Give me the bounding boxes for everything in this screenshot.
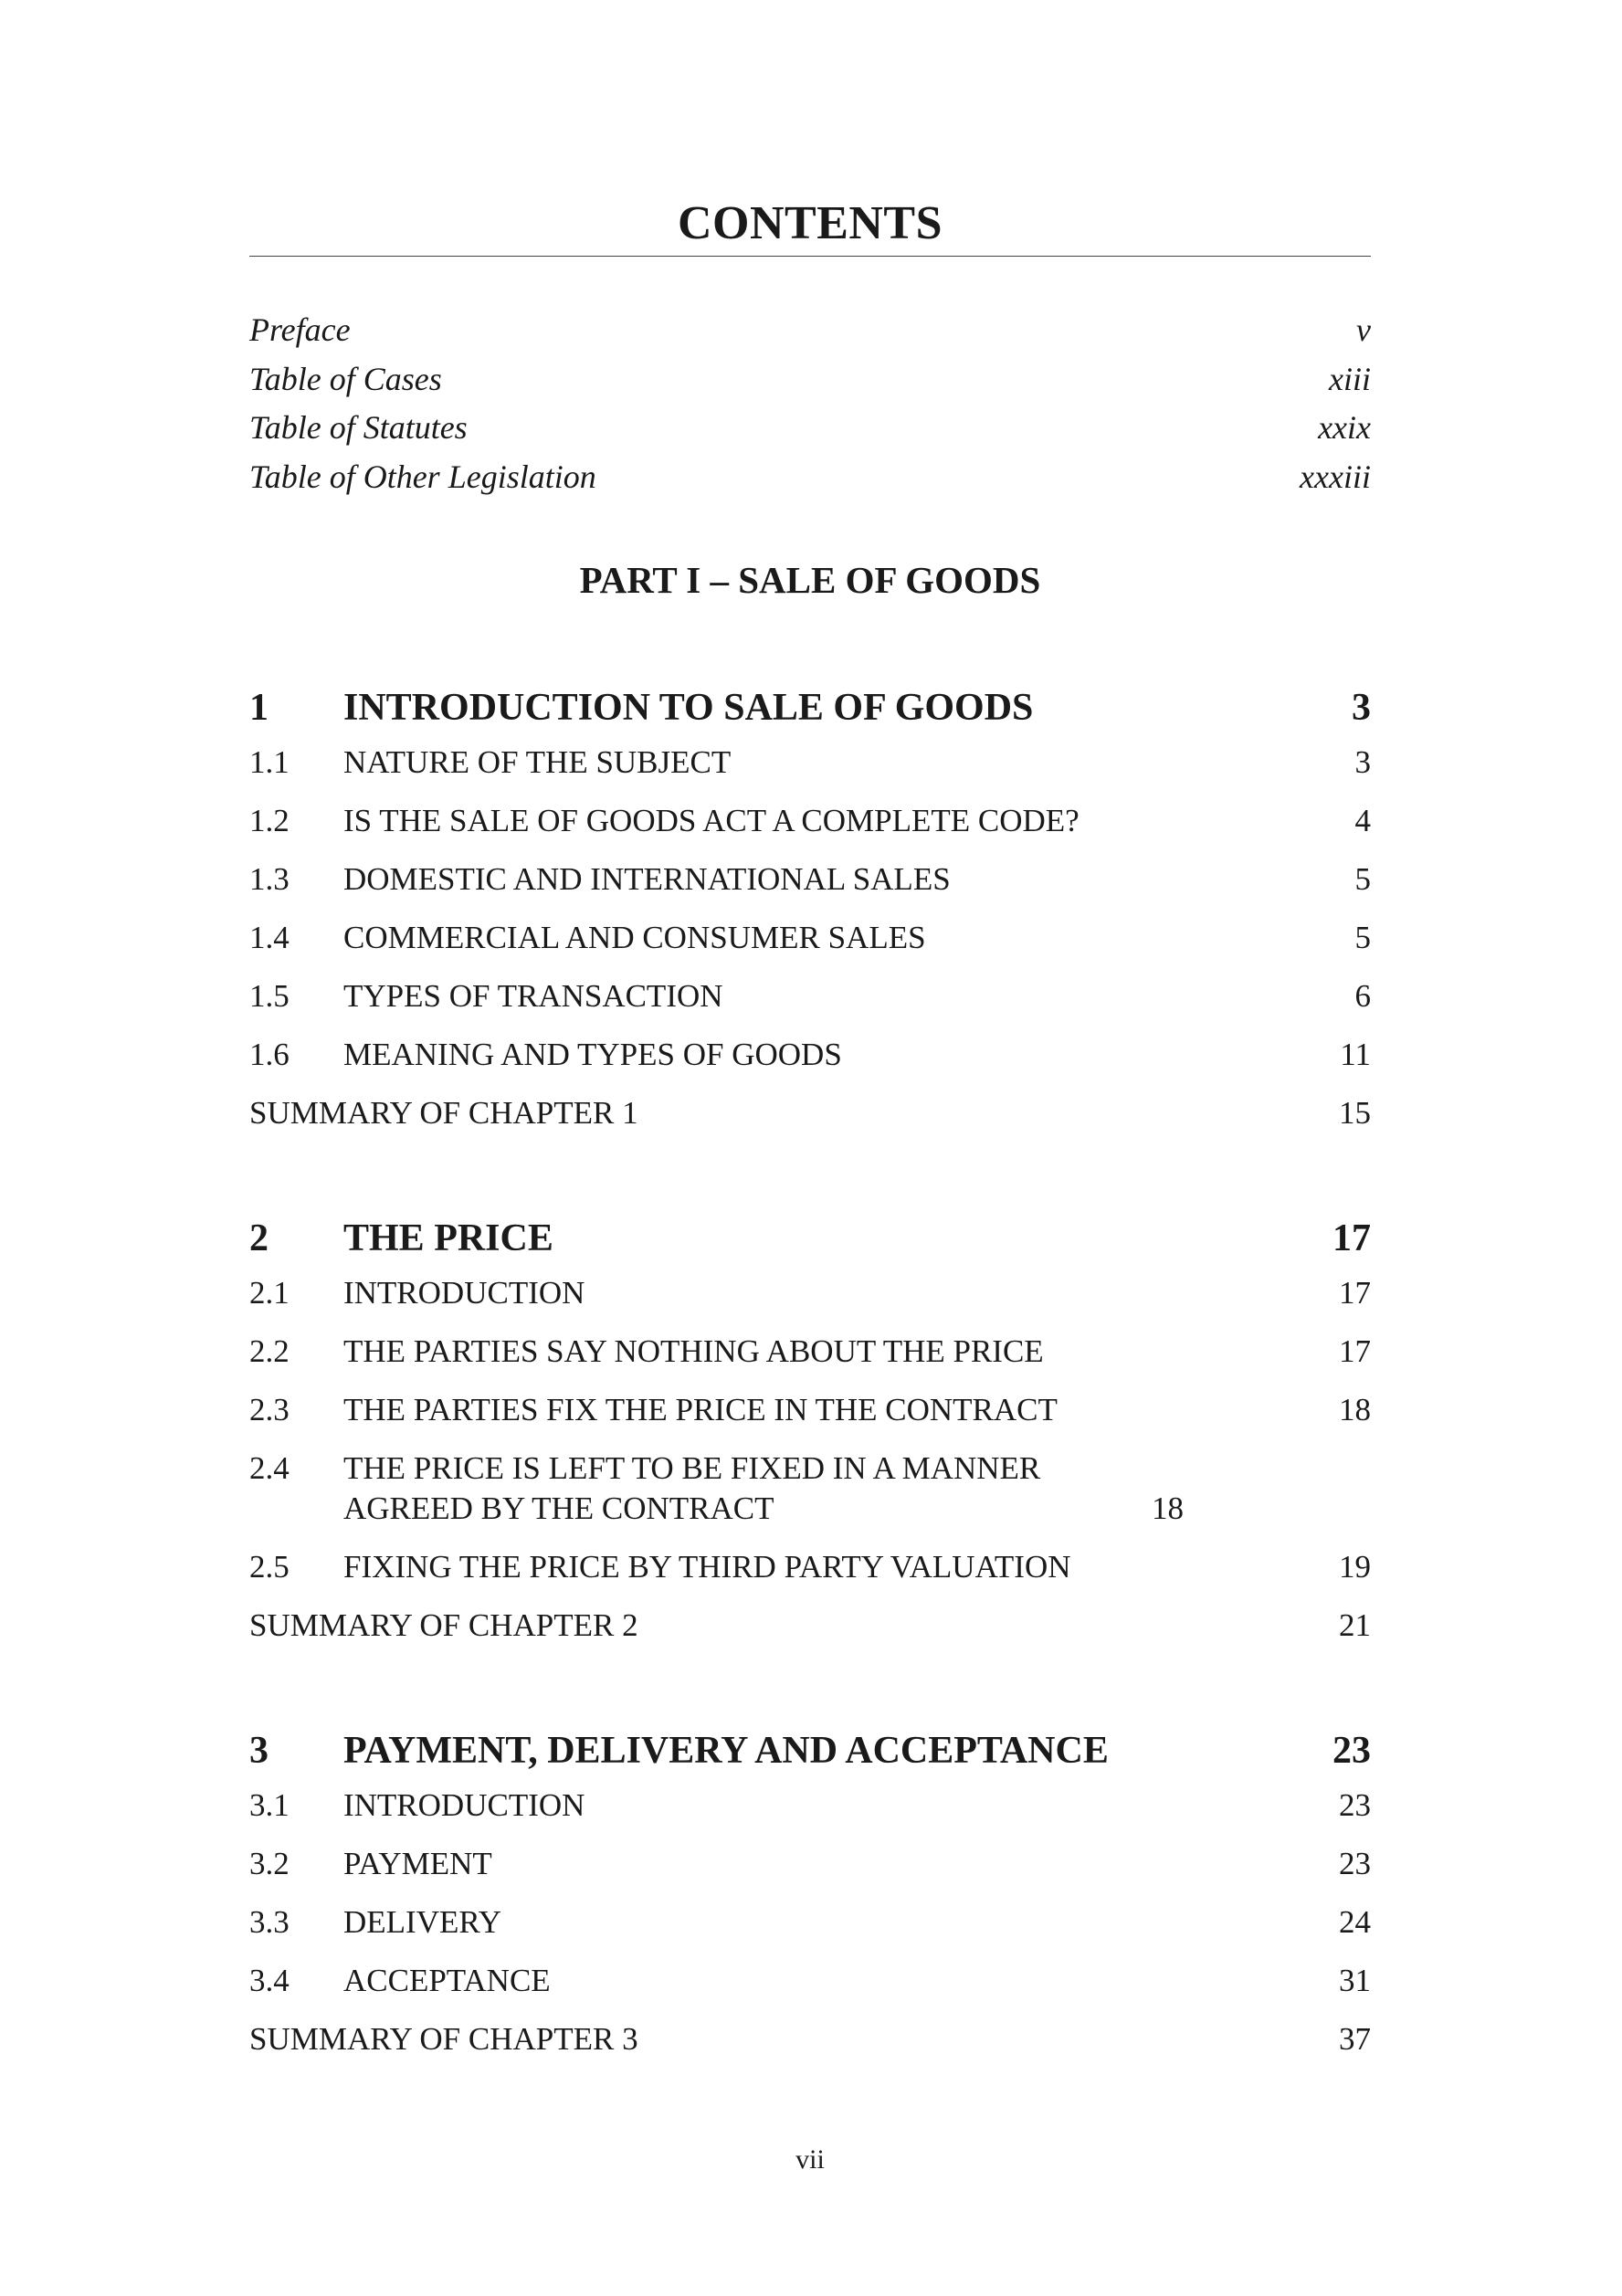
front-matter-item[interactable]	[249, 306, 1371, 355]
section-row[interactable]	[249, 743, 1371, 783]
summary-page: 15	[1339, 1095, 1371, 1131]
front-matter-page: xxix	[1318, 409, 1371, 446]
section-page: 24	[1339, 1904, 1371, 1940]
part-heading: PART I – SALE OF GOODS	[579, 559, 1041, 601]
chapter-page: 17	[1332, 1217, 1371, 1259]
summary-page: 21	[1339, 1607, 1371, 1643]
chapter-2	[249, 1204, 1371, 1664]
chapter-title: INTRODUCTION TO SALE OF GOODS	[343, 687, 1034, 729]
contents-page	[249, 0, 1371, 2296]
section-page: 4	[1354, 803, 1371, 838]
front-matter-item[interactable]	[249, 355, 1371, 405]
section-title: THE PARTIES SAY NOTHING ABOUT THE PRICE	[343, 1333, 1044, 1369]
chapter-number: 2	[249, 1217, 269, 1259]
chapter-heading[interactable]	[249, 1204, 1371, 1273]
section-number: 3.2	[249, 1846, 290, 1881]
chapter-3	[249, 1716, 1371, 2078]
section-number: 1.1	[249, 744, 290, 780]
summary-row[interactable]	[249, 2019, 1371, 2059]
section-row[interactable]	[249, 801, 1371, 841]
section-number: 3.1	[249, 1787, 290, 1823]
section-title: FIXING THE PRICE BY THIRD PARTY VALUATION	[343, 1549, 1071, 1585]
section-title: DELIVERY	[343, 1904, 502, 1940]
section-page: 23	[1339, 1787, 1371, 1823]
chapter-title: PAYMENT, DELIVERY AND ACCEPTANCE	[343, 1730, 1109, 1772]
section-title: TYPES OF TRANSACTION	[343, 978, 723, 1014]
section-title: IS THE SALE OF GOODS ACT A COMPLETE CODE?	[343, 803, 1080, 838]
section-number: 2.5	[249, 1549, 290, 1585]
section-title: PAYMENT	[343, 1846, 492, 1881]
summary-title: SUMMARY OF CHAPTER 1	[249, 1095, 638, 1131]
section-page: 5	[1354, 920, 1371, 955]
summary-title: SUMMARY OF CHAPTER 3	[249, 2021, 638, 2057]
chapter-heading[interactable]	[249, 1716, 1371, 1785]
section-row[interactable]	[249, 1961, 1371, 2001]
chapter-page: 23	[1332, 1730, 1371, 1772]
section-row[interactable]	[249, 1902, 1371, 1943]
section-title: THE PRICE IS LEFT TO BE FIXED IN A MANNER AGREED BY THE CONTRACT	[343, 1450, 1041, 1526]
section-number: 1.3	[249, 861, 290, 897]
summary-page: 37	[1339, 2021, 1371, 2057]
page-number: vii	[795, 2144, 825, 2175]
section-page: 23	[1339, 1846, 1371, 1881]
chapter-number: 1	[249, 687, 269, 729]
section-page: 5	[1354, 861, 1371, 897]
section-title: DOMESTIC AND INTERNATIONAL SALES	[343, 861, 951, 897]
section-title: INTRODUCTION	[343, 1275, 585, 1311]
section-number: 2.1	[249, 1275, 290, 1311]
section-page: 6	[1354, 978, 1371, 1014]
section-row[interactable]	[249, 1448, 1371, 1529]
section-page: 19	[1339, 1549, 1371, 1585]
front-matter-item[interactable]	[249, 453, 1371, 502]
front-matter-item[interactable]	[249, 404, 1371, 453]
chapter-heading[interactable]	[249, 673, 1371, 743]
section-number: 3.3	[249, 1904, 290, 1940]
section-page: 11	[1340, 1037, 1371, 1072]
title-rule	[249, 256, 1371, 257]
section-title: INTRODUCTION	[343, 1787, 585, 1823]
section-page: 18	[1152, 1490, 1184, 1526]
section-row[interactable]	[249, 859, 1371, 900]
chapter-page: 3	[1352, 687, 1371, 729]
chapter-title: THE PRICE	[343, 1217, 553, 1259]
section-row[interactable]	[249, 1785, 1371, 1826]
section-page: 17	[1339, 1275, 1371, 1311]
front-matter-label: Table of Statutes	[249, 409, 468, 446]
front-matter-page: v	[1356, 311, 1371, 348]
section-number: 2.2	[249, 1333, 290, 1369]
section-row[interactable]	[249, 1547, 1371, 1587]
section-row[interactable]	[249, 1273, 1371, 1313]
section-title: ACCEPTANCE	[343, 1963, 551, 1998]
section-number: 1.2	[249, 803, 290, 838]
section-title: COMMERCIAL AND CONSUMER SALES	[343, 920, 926, 955]
section-page: 31	[1339, 1963, 1371, 1998]
section-row[interactable]	[249, 1844, 1371, 1884]
section-row[interactable]	[249, 1332, 1371, 1372]
section-number: 1.5	[249, 978, 290, 1014]
section-number: 1.4	[249, 920, 290, 955]
section-row[interactable]	[249, 1390, 1371, 1430]
summary-row[interactable]	[249, 1093, 1371, 1133]
summary-title: SUMMARY OF CHAPTER 2	[249, 1607, 638, 1643]
front-matter-page: xiii	[1329, 360, 1371, 397]
section-page: 3	[1354, 744, 1371, 780]
section-title: NATURE OF THE SUBJECT	[343, 744, 732, 780]
section-number: 2.4	[249, 1450, 290, 1486]
front-matter-page: xxxiii	[1300, 458, 1371, 495]
section-row[interactable]	[249, 1035, 1371, 1075]
front-matter-list	[249, 306, 1371, 501]
section-title: MEANING AND TYPES OF GOODS	[343, 1037, 842, 1072]
section-page: 18	[1339, 1392, 1371, 1427]
section-number: 1.6	[249, 1037, 290, 1072]
front-matter-label: Preface	[249, 311, 351, 348]
section-row[interactable]	[249, 918, 1371, 958]
chapter-1	[249, 673, 1371, 1152]
summary-row[interactable]	[249, 1606, 1371, 1646]
section-number: 2.3	[249, 1392, 290, 1427]
section-number: 3.4	[249, 1963, 290, 1998]
section-page: 17	[1339, 1333, 1371, 1369]
section-title: THE PARTIES FIX THE PRICE IN THE CONTRACT	[343, 1392, 1058, 1427]
section-row[interactable]	[249, 976, 1371, 1016]
contents-title: CONTENTS	[677, 197, 943, 249]
chapter-number: 3	[249, 1730, 269, 1772]
front-matter-label: Table of Cases	[249, 360, 442, 397]
front-matter-label: Table of Other Legislation	[249, 458, 596, 495]
